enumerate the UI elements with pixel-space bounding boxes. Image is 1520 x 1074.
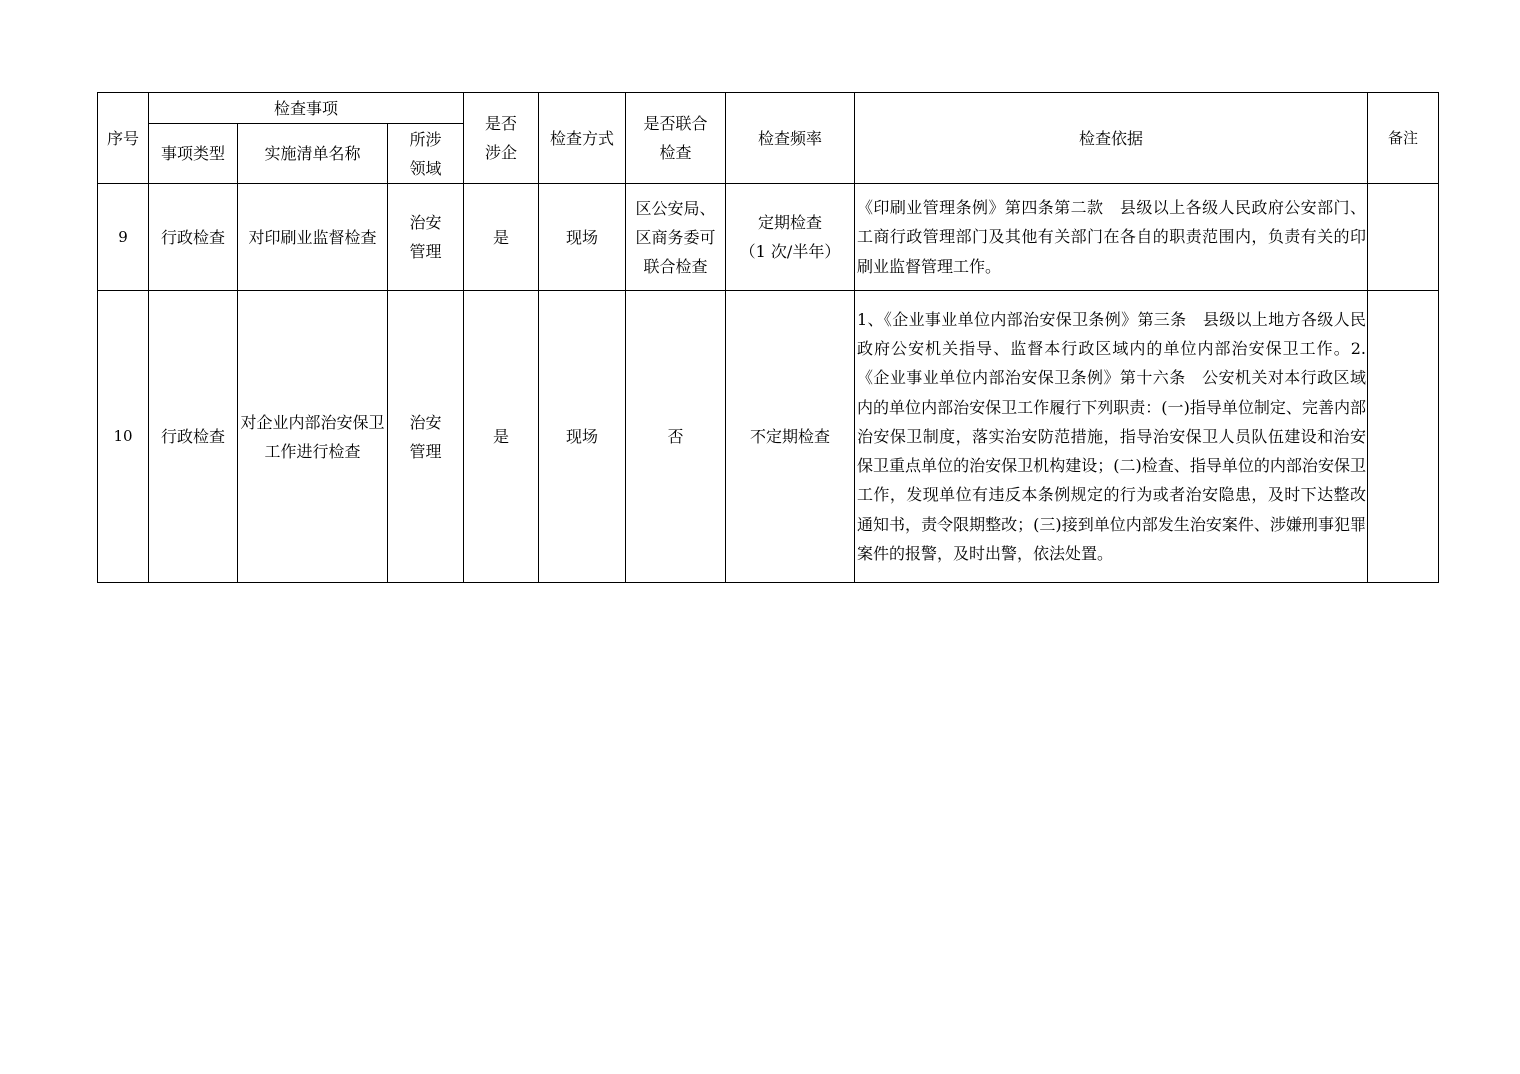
row-joint: 否 bbox=[626, 291, 726, 583]
row-frequency bbox=[726, 184, 855, 291]
row-enterprise: 是 bbox=[464, 184, 539, 291]
table-row bbox=[98, 184, 1439, 291]
row-item-type: 行政检查 bbox=[149, 291, 238, 583]
header-enterprise-line2: 涉企 bbox=[484, 143, 517, 162]
inspection-table bbox=[97, 92, 1439, 583]
header-domain bbox=[388, 124, 464, 184]
row-list-name: 对印刷业监督检查 bbox=[238, 184, 388, 291]
row-basis: 《印刷业管理条例》第四条第二款 县级以上各级人民政府公安部门、工商行政管理部门及其他有关部门在各自的职责范围内，负责有关的印刷业监督管理工作。 bbox=[855, 184, 1368, 291]
row-joint-line1: 区公安局、 bbox=[635, 198, 716, 218]
header-enterprise bbox=[464, 93, 539, 184]
row-seq: 9 bbox=[98, 184, 149, 291]
header-item-type: 事项类型 bbox=[149, 124, 238, 184]
row-domain bbox=[388, 291, 464, 583]
header-remarks: 备注 bbox=[1368, 93, 1439, 184]
header-enterprise-line1: 是否 bbox=[484, 114, 517, 133]
header-joint-line2: 检查 bbox=[659, 143, 692, 162]
header-frequency: 检查频率 bbox=[726, 93, 855, 184]
row-frequency: 不定期检查 bbox=[726, 291, 855, 583]
row-seq: 10 bbox=[98, 291, 149, 583]
row-enterprise: 是 bbox=[464, 291, 539, 583]
table-row bbox=[98, 291, 1439, 583]
row-domain-line2: 管理 bbox=[409, 441, 442, 461]
header-check-item-group: 检查事项 bbox=[149, 93, 464, 124]
header-joint-line1: 是否联合 bbox=[643, 114, 708, 133]
row-domain bbox=[388, 184, 464, 291]
row-joint-line2: 区商务委可 bbox=[635, 227, 716, 247]
row-list-name: 对企业内部治安保卫工作进行检查 bbox=[238, 291, 388, 583]
row-domain-line2: 管理 bbox=[409, 242, 442, 261]
row-remarks bbox=[1368, 184, 1439, 291]
row-joint bbox=[626, 184, 726, 291]
row-method: 现场 bbox=[539, 184, 626, 291]
header-domain-line2: 领域 bbox=[409, 158, 442, 178]
header-list-name: 实施清单名称 bbox=[238, 124, 388, 184]
row-item-type: 行政检查 bbox=[149, 184, 238, 291]
header-domain-line1: 所涉 bbox=[409, 129, 442, 149]
row-domain-line1: 治安 bbox=[409, 412, 442, 432]
header-seq: 序号 bbox=[98, 93, 149, 184]
row-frequency-line1: 定期检查 bbox=[757, 213, 822, 232]
header-joint bbox=[626, 93, 726, 184]
row-domain-line1: 治安 bbox=[409, 213, 442, 232]
row-basis: 1、《企业事业单位内部治安保卫条例》第三条 县级以上地方各级人民政府公安机关指导、监督本行政区域内的单位内部治安保卫工作。2. 《企业事业单位内部治安保卫条例》第十六条 公安机关对本行政区域内的单位内部治安保卫工作履行下列职责：(一)指导单位制定、完善内部治安保卫制度，落实治安防范措施，指导治安保卫人员队伍建设和治安保卫重点单位的治安保卫机构建设；(二)检查、指导单位的内部治安保卫工作，发现单位有违反本条例规定的行为或者治安隐患，及时下达整改通知书，责令限期整改；(三)接到单位内部发生治安案件、涉嫌刑事犯罪案件的报警，及时出警，依法处置。 bbox=[855, 291, 1368, 583]
header-row-1 bbox=[98, 93, 1439, 124]
row-method: 现场 bbox=[539, 291, 626, 583]
header-basis: 检查依据 bbox=[855, 93, 1368, 184]
row-joint-line3: 联合检查 bbox=[643, 256, 708, 276]
row-remarks bbox=[1368, 291, 1439, 583]
row-frequency-line2: （1 次/半年） bbox=[739, 242, 841, 261]
header-method: 检查方式 bbox=[539, 93, 626, 184]
